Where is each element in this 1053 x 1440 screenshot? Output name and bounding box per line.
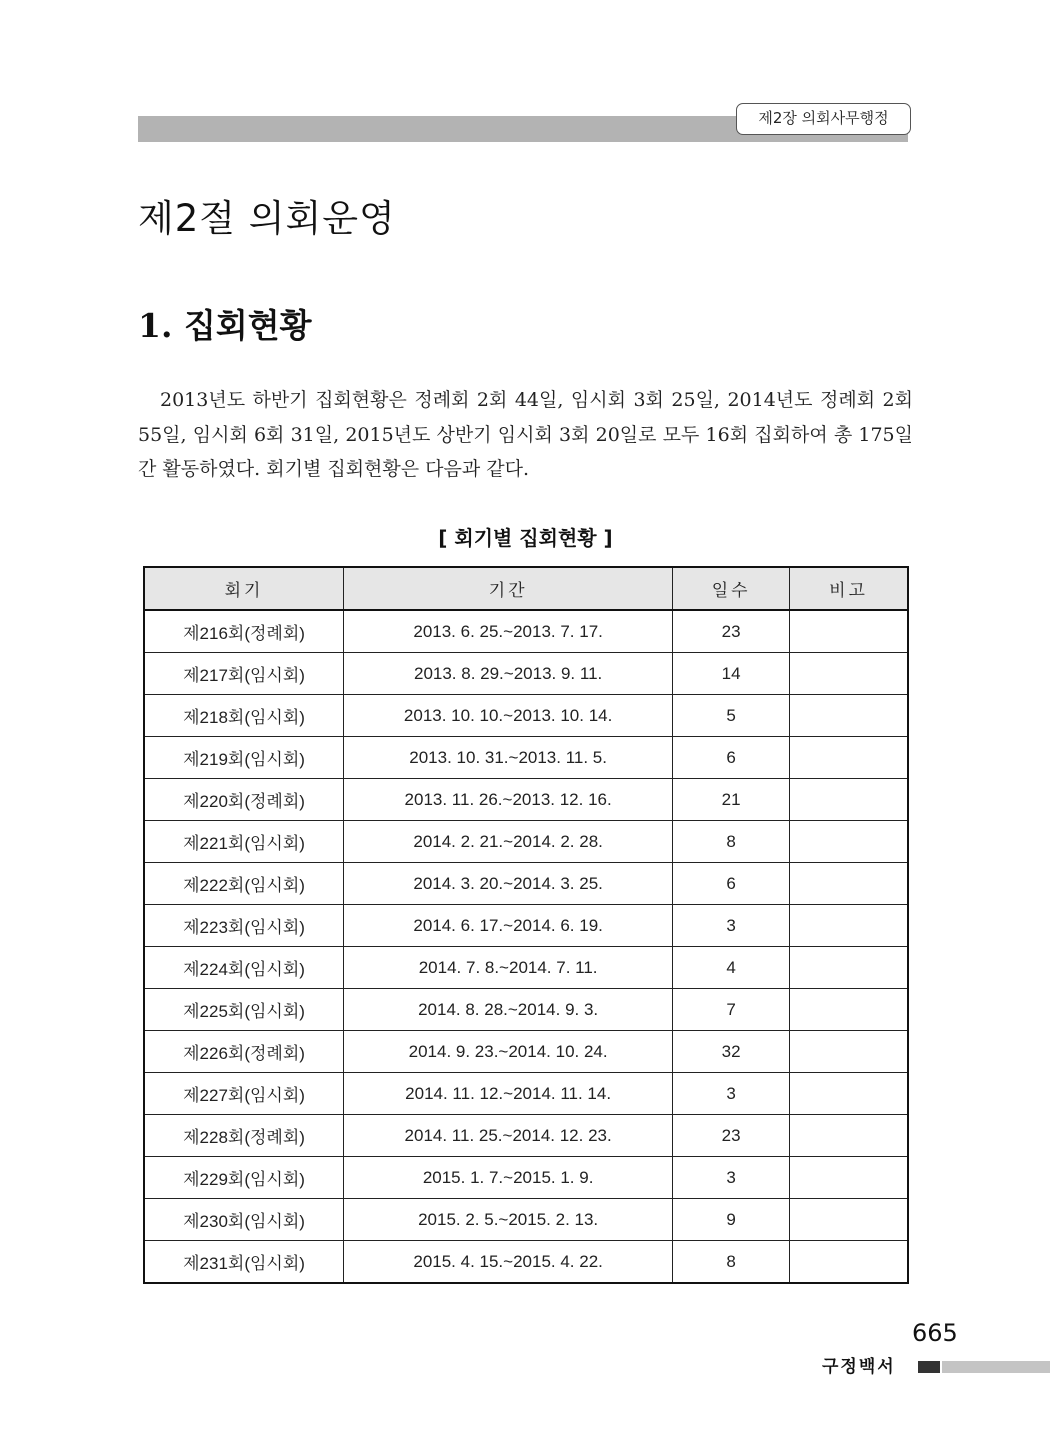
body-paragraph: 2013년도 하반기 집회현황은 정례회 2회 44일, 임시회 3회 25일, 2014년도 정례회 2회 55일, 임시회 6회 31일, 2015년도 상반기 임시회 3회 20일로 모두 16회 집회하여 총 175일간 활동하였다. 회기별 집회현황은 다음과 같다. [138, 389, 913, 480]
session-cell: 제231회(임시회) [144, 1241, 344, 1284]
session-cell: 제224회(임시회) [144, 947, 344, 989]
note-cell [790, 610, 908, 653]
note-cell [790, 695, 908, 737]
note-cell [790, 1157, 908, 1199]
table-row [144, 1073, 908, 1115]
period-cell: 2014. 3. 20.~2014. 3. 25. [344, 863, 673, 905]
table-row [144, 863, 908, 905]
days-cell: 6 [673, 863, 790, 905]
days-cell: 7 [673, 989, 790, 1031]
session-cell: 제220회(정례회) [144, 779, 344, 821]
table-row [144, 1241, 908, 1284]
session-cell: 제223회(임시회) [144, 905, 344, 947]
table-row [144, 610, 908, 653]
table-row [144, 695, 908, 737]
note-cell [790, 779, 908, 821]
note-cell [790, 1199, 908, 1241]
days-cell: 8 [673, 821, 790, 863]
period-cell: 2014. 7. 8.~2014. 7. 11. [344, 947, 673, 989]
note-cell [790, 989, 908, 1031]
table-row [144, 1199, 908, 1241]
days-cell: 9 [673, 1199, 790, 1241]
table-row [144, 947, 908, 989]
session-table [143, 566, 909, 1284]
days-cell: 3 [673, 1073, 790, 1115]
subsection-title: 1. 집회현황 [138, 306, 312, 345]
period-cell: 2015. 1. 7.~2015. 1. 9. [344, 1157, 673, 1199]
table-row [144, 653, 908, 695]
days-cell: 4 [673, 947, 790, 989]
period-cell: 2013. 10. 10.~2013. 10. 14. [344, 695, 673, 737]
table-row [144, 737, 908, 779]
footer-bar-dark [918, 1361, 940, 1373]
period-cell: 2013. 6. 25.~2013. 7. 17. [344, 610, 673, 653]
days-cell: 23 [673, 1115, 790, 1157]
table-row [144, 1157, 908, 1199]
session-cell: 제219회(임시회) [144, 737, 344, 779]
note-cell [790, 863, 908, 905]
days-cell: 3 [673, 1157, 790, 1199]
session-cell: 제217회(임시회) [144, 653, 344, 695]
table-row [144, 821, 908, 863]
period-cell: 2015. 4. 15.~2015. 4. 22. [344, 1241, 673, 1284]
days-cell: 32 [673, 1031, 790, 1073]
note-cell [790, 905, 908, 947]
note-cell [790, 947, 908, 989]
chapter-label: 제2장 의회사무행정 [736, 103, 911, 135]
session-cell: 제229회(임시회) [144, 1157, 344, 1199]
session-cell: 제226회(정례회) [144, 1031, 344, 1073]
period-cell: 2015. 2. 5.~2015. 2. 13. [344, 1199, 673, 1241]
note-cell [790, 821, 908, 863]
note-cell [790, 737, 908, 779]
footer-bar-light [942, 1361, 1050, 1373]
header-days: 일수 [673, 567, 790, 610]
table-row [144, 989, 908, 1031]
note-cell [790, 653, 908, 695]
table-header-row [144, 567, 908, 610]
table-caption: [ 회기별 집회현황 ] [438, 526, 613, 550]
days-cell: 14 [673, 653, 790, 695]
session-cell: 제221회(임시회) [144, 821, 344, 863]
period-cell: 2014. 11. 25.~2014. 12. 23. [344, 1115, 673, 1157]
period-cell: 2014. 11. 12.~2014. 11. 14. [344, 1073, 673, 1115]
note-cell [790, 1073, 908, 1115]
note-cell [790, 1241, 908, 1284]
session-cell: 제228회(정례회) [144, 1115, 344, 1157]
days-cell: 3 [673, 905, 790, 947]
book-title: 구정백서 [822, 1357, 896, 1377]
period-cell: 2014. 2. 21.~2014. 2. 28. [344, 821, 673, 863]
days-cell: 23 [673, 610, 790, 653]
session-cell: 제222회(임시회) [144, 863, 344, 905]
session-cell: 제216회(정례회) [144, 610, 344, 653]
period-cell: 2014. 6. 17.~2014. 6. 19. [344, 905, 673, 947]
session-cell: 제225회(임시회) [144, 989, 344, 1031]
session-cell: 제230회(임시회) [144, 1199, 344, 1241]
header-session: 회기 [144, 567, 344, 610]
days-cell: 6 [673, 737, 790, 779]
table-row [144, 1031, 908, 1073]
table-row [144, 779, 908, 821]
table-row [144, 905, 908, 947]
header-period: 기간 [344, 567, 673, 610]
session-cell: 제218회(임시회) [144, 695, 344, 737]
note-cell [790, 1031, 908, 1073]
period-cell: 2013. 8. 29.~2013. 9. 11. [344, 653, 673, 695]
days-cell: 21 [673, 779, 790, 821]
header-note: 비고 [790, 567, 908, 610]
days-cell: 5 [673, 695, 790, 737]
period-cell: 2013. 11. 26.~2013. 12. 16. [344, 779, 673, 821]
days-cell: 8 [673, 1241, 790, 1284]
period-cell: 2014. 9. 23.~2014. 10. 24. [344, 1031, 673, 1073]
note-cell [790, 1115, 908, 1157]
session-cell: 제227회(임시회) [144, 1073, 344, 1115]
section-title: 제2절 의회운영 [138, 197, 396, 240]
period-cell: 2014. 8. 28.~2014. 9. 3. [344, 989, 673, 1031]
page-number: 665 [912, 1319, 958, 1347]
period-cell: 2013. 10. 31.~2013. 11. 5. [344, 737, 673, 779]
table-row [144, 1115, 908, 1157]
